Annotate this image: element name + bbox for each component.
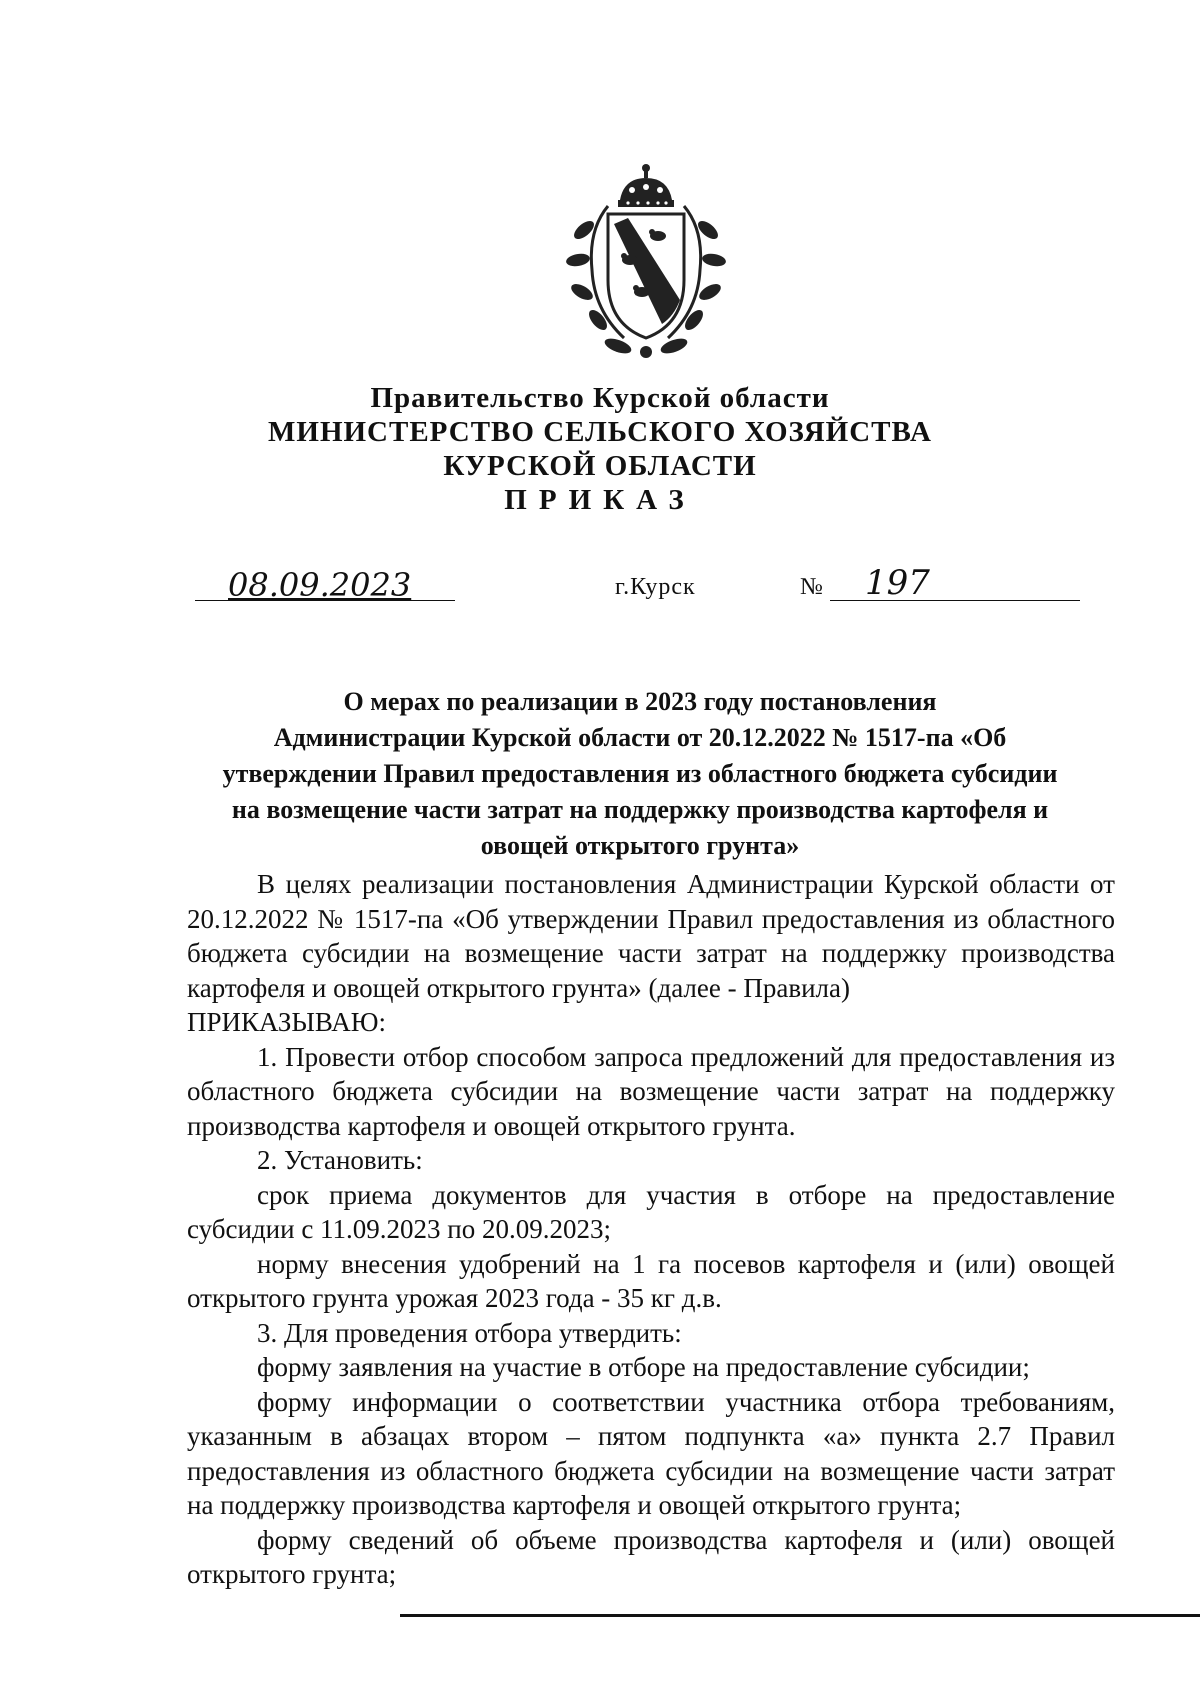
- government-name: Правительство Курской области: [370, 382, 830, 414]
- title-line: на возмещение части затрат на поддержку производства картофеля и: [231, 795, 1049, 824]
- item-3-form-production: форму сведений об объеме производства картофеля и (или) овощей открытого грунта;: [187, 1524, 1115, 1589]
- order-date: 08.09.2023: [228, 566, 412, 604]
- title-line: О мерах по реализации в 2023 году постановления: [343, 687, 937, 716]
- document-type: ПРИКАЗ: [504, 484, 696, 516]
- order-title: [185, 684, 1095, 864]
- number-underline: [830, 600, 1080, 601]
- preamble-paragraph: В целях реализации постановления Администрации Курской области от 20.12.2022 № 1517-па «Об утверждении Правил предоставления из областного бюджета субсидии на возмещение части затрат на поддержку производства картофеля и овощей открытого грунта» (далее - Правила): [187, 869, 1115, 1003]
- order-body: [187, 867, 1115, 1592]
- item-3-form-compliance: форму информации о соответствии участника отбора требованиям, указанным в абзацах втором – пятом подпункта «а» пункта 2.7 Правил предоставления из областного бюджета субсидии на возмещение части затрат на поддержку производства картофеля и овощей открытого грунта;: [187, 1386, 1115, 1520]
- item-3-heading: 3. Для проведения отбора утвердить:: [257, 1317, 682, 1348]
- title-line: Администрации Курской области от 20.12.2022 № 1517-па «Об: [273, 723, 1007, 752]
- title-line: утверждении Правил предоставления из областного бюджета субсидии: [222, 759, 1058, 788]
- bottom-rule: [400, 1614, 1200, 1617]
- item-2-fertilizer-norm: норму внесения удобрений на 1 га посевов картофеля и (или) овощей открытого грунта урожая 2023 года - 35 кг д.в.: [187, 1248, 1115, 1313]
- number-sign: №: [800, 574, 823, 600]
- item-3-form-application: форму заявления на участие в отборе на предоставление субсидии;: [257, 1352, 1030, 1382]
- item-2-deadline: срок приема документов для участия в отборе на предоставление субсидии с 11.09.2023 по 20.09.2023;: [187, 1179, 1115, 1244]
- date-underline: [195, 600, 455, 601]
- item-1-paragraph: 1. Провести отбор способом запроса предложений для предоставления из областного бюджета субсидии на возмещение части затрат на поддержку производства картофеля и овощей открытого грунта.: [187, 1041, 1115, 1141]
- ministry-name-line2: КУРСКОЙ ОБЛАСТИ: [443, 450, 757, 482]
- ministry-name-line1: МИНИСТЕРСТВО СЕЛЬСКОГО ХОЗЯЙСТВА: [268, 416, 932, 448]
- title-line: овощей открытого грунта»: [480, 831, 800, 860]
- order-number: 197: [865, 563, 930, 603]
- city: г.Курск: [615, 574, 696, 600]
- orders-keyword: ПРИКАЗЫВАЮ:: [187, 1007, 386, 1037]
- coat-of-arms-icon: [558, 160, 734, 362]
- item-2-heading: 2. Установить:: [257, 1145, 423, 1175]
